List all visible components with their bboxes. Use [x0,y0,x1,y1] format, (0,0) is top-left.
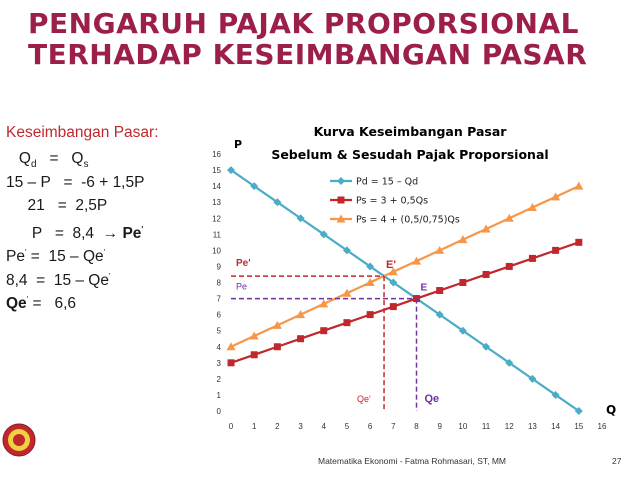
legend-label: Pd = 15 – Qd [356,176,419,188]
y-tick-label: 8 [216,278,221,288]
y-tick-label: 1 [216,390,221,400]
data-point [552,247,559,254]
equation-line-5: Pe' = 15 – Qe' [6,248,106,266]
legend-marker [338,197,345,204]
legend-marker [337,177,345,185]
y-tick-label: 15 [212,166,221,176]
y-tick-label: 3 [216,358,221,368]
x-tick-label: 8 [414,422,419,431]
x-tick-label: 7 [391,422,396,431]
data-point [459,279,466,286]
series-line-2 [231,242,579,362]
data-point [228,359,235,366]
data-point [343,319,350,326]
data-point [320,327,327,334]
y-tick-label: 6 [216,310,221,320]
x-tick-label: 12 [504,422,514,431]
x-axis-label: Q [606,403,617,417]
y-tick-label: 2 [216,374,221,384]
chart-title-line1: Kurva Keseimbangan Pasar [313,124,507,139]
data-point [274,343,281,350]
y-tick-label: 4 [216,342,221,352]
equation-line-4: P = 8,4 → Pe' [6,224,144,242]
data-point [529,255,536,262]
university-logo [2,410,36,470]
y-tick-label: 7 [216,294,221,304]
qe-prime-label: Qe' [357,394,371,404]
x-tick-label: 10 [458,422,468,431]
x-tick-label: 2 [275,422,280,431]
x-tick-label: 16 [597,422,607,431]
y-tick-label: 16 [212,150,221,159]
y-tick-label: 0 [216,407,221,416]
legend-label: Ps = 3 + 0,5Qs [356,195,429,207]
slide-title-line1: PENGARUH PAJAK PROPORSIONAL [28,7,579,40]
y-tick-label: 14 [212,182,221,192]
data-point [367,311,374,318]
chart-title-line2: Sebelum & Sesudah Pajak Proporsional [271,147,549,162]
x-tick-label: 0 [228,422,234,431]
equation-line-6: 8,4 = 15 – Qe' [6,271,111,289]
page-number: 27 [612,456,622,466]
x-tick-label: 15 [574,422,584,431]
y-axis-label: P [234,138,243,151]
x-tick-label: 1 [251,422,257,431]
legend-label: Ps = 4 + (0,5/0,75)Qs [356,214,460,226]
data-point [390,303,397,310]
data-point [574,182,583,190]
y-tick-label: 10 [212,246,221,256]
y-tick-label: 11 [212,230,221,240]
pe-prime-label: Pe' [236,258,251,270]
x-tick-label: 9 [437,422,442,431]
x-tick-label: 14 [551,422,561,431]
y-tick-label: 9 [216,262,221,272]
x-tick-label: 5 [344,422,350,431]
footer-text: Matematika Ekonomi - Fatma Rohmasari, ST, MM [318,456,506,466]
series-line-3 [231,186,579,347]
slide-title-line2: TERHADAP KESEIMBANGAN PASAR [28,38,588,71]
equilibrium-e-label: E [420,282,428,294]
data-point [575,239,582,246]
equation-line-1: $Q_d = Q_s$ [6,150,89,171]
x-tick-label: 11 [481,422,491,431]
data-point [297,335,304,342]
qe-label: Qe [424,393,440,405]
x-tick-label: 6 [367,422,373,431]
equation-heading: Keseimbangan Pasar: [6,124,159,141]
equation-line-7: Qe' = 6,6 [6,295,77,313]
equation-line-2: 15 – P = -6 + 1,5P [6,173,145,191]
x-tick-label: 13 [527,422,537,431]
data-point [251,351,258,358]
y-tick-label: 13 [212,198,221,208]
equilibrium-e-prime-label: E' [386,259,396,272]
x-tick-label: 4 [321,422,326,431]
data-point [483,271,490,278]
data-point [436,287,443,294]
pe-label: Pe [236,281,248,292]
y-tick-label: 5 [216,326,221,336]
y-tick-label: 12 [212,214,221,224]
x-tick-label: 3 [298,422,303,431]
equation-line-3: 21 = 2,5P [6,197,108,214]
data-point [506,263,513,270]
